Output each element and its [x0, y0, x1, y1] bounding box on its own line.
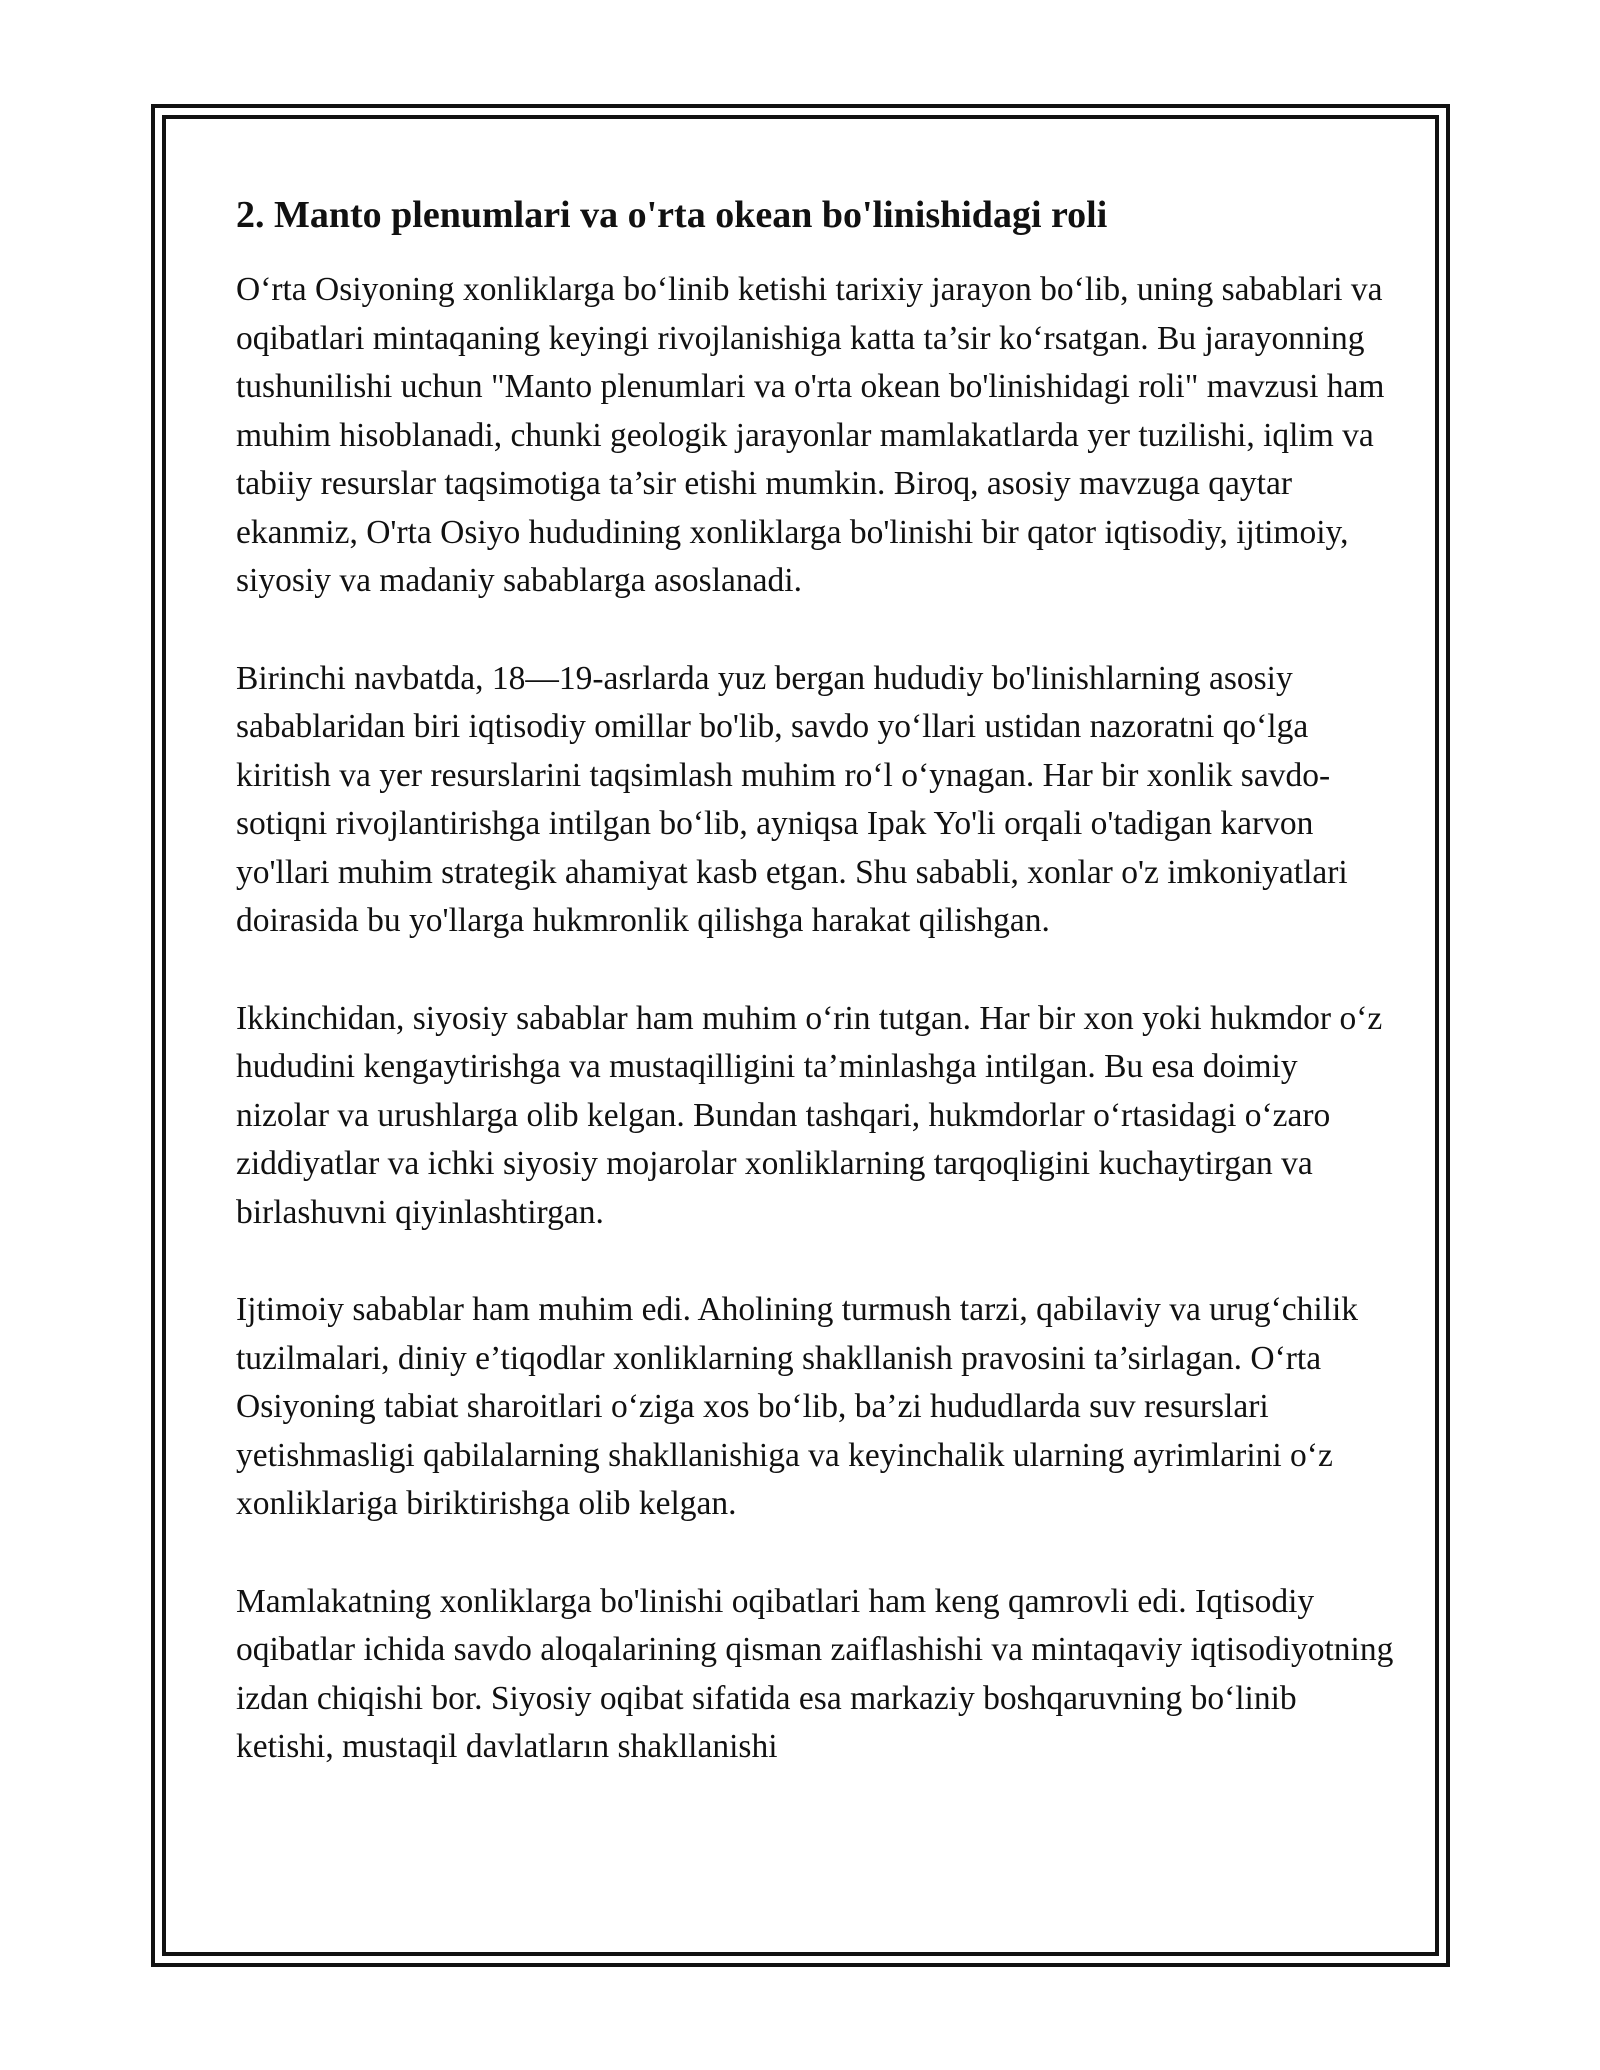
- paragraph-1: O‘rta Osiyoning xonliklarga bo‘linib ketishi tarixiy jarayon bo‘lib, uning sabablari va oqibatlari mintaqaning keyingi rivojlanishiga katta ta’sir ko‘rsatgan. Bu jarayonning tushunilishi uchun "Manto plenumlari va o'rta okean bo'linishidagi roli" mavzusi ham muhim hisoblanadi, chunki geologik jarayonlar mamlakatlarda yer tuzilishi, iqlim va tabiiy resurslar taqsimotiga ta’sir etishi mumkin. Biroq, asosiy mavzuga qaytar ekanmiz, O'rta Osiyo hududining xonliklarga bo'linishi bir qator iqtisodiy, ijtimoiy, siyosiy va madaniy sabablarga asoslanadi.: [236, 271, 1385, 599]
- paragraph-2: Birinchi navbatda, 18—19-asrlarda yuz bergan hududiy bo'linishlarning asosiy sabablaridan biri iqtisodiy omillar bo'lib, savdo yo‘llari ustidan nazoratni qo‘lga kiritish va yer resurslarini taqsimlash muhim ro‘l o‘ynagan. Har bir xonlik savdo-sotiqni rivojlantirishga intilgan bo‘lib, ayniqsa Ipak Yo'li orqali o'tadigan karvon yo'llari muhim strategik ahamiyat kasb etgan. Shu sababli, xonlar o'z imkoniyatlari doirasida bu yo'llarga hukmronlik qilishga harakat qilishgan.: [236, 659, 1348, 939]
- paragraph-3: Ikkinchidan, siyosiy sabablar ham muhim o‘rin tutgan. Har bir xon yoki hukmdor o‘z hududini kengaytirishga va mustaqilligini ta’minlashga intilgan. Bu esa doimiy nizolar va urushlarga olib kelgan. Bundan tashqari, hukmdorlar o‘rtasidagi o‘zaro ziddiyatlar va ichki siyosiy mojarolar xonliklarning tarqoqligini kuchaytirgan va birlashuvni qiyinlashtirgan.: [236, 999, 1383, 1231]
- paragraph-4: Ijtimoiy sabablar ham muhim edi. Aholining turmush tarzi, qabilaviy va urug‘chilik tuzilmalari, diniy e’tiqodlar xonliklarning shakllanish pravosini ta’sirlagan. O‘rta Osiyoning tabiat sharoitlari o‘ziga xos bo‘lib, ba’zi hududlarda suv resurslari yetishmasligi qabilalarning shakllanishiga va keyinchalik ularning ayrimlarini o‘z xonliklariga biriktirishga olib kelgan.: [236, 1291, 1359, 1522]
- document-body: [236, 186, 1396, 1772]
- paragraph-5: Mamlakatning xonliklarga bo'linishi oqibatlari ham keng qamrovli edi. Iqtisodiy oqibatlar ichida savdo aloqalarining qisman zaiflashishi va mintaqaviy iqtisodiyotning izdan chiqishi bor. Siyosiy oqibat sifatida esa markaziy boshqaruvning bo‘linib ketishi, mustaqil davlatların shakllanishi: [236, 1582, 1394, 1765]
- section-heading: 2. Manto plenumlari va o'rta okean bo'linishidagi roli: [236, 194, 1108, 236]
